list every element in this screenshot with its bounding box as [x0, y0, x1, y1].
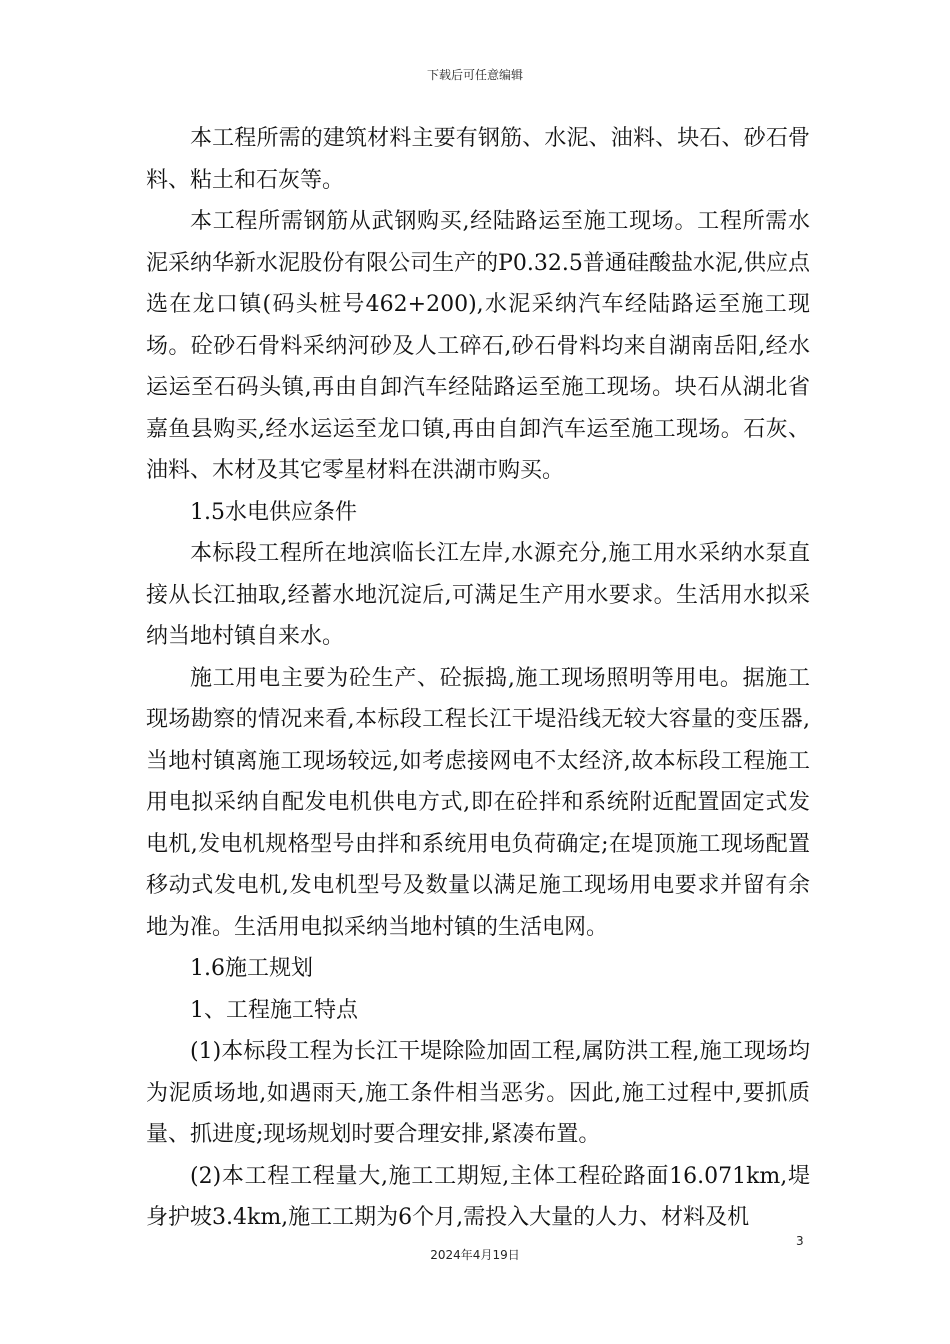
document-body: [146, 118, 810, 1239]
page-header: 下载后可任意编辑: [426, 68, 523, 82]
paragraph: (1)本标段工程为长江干堤除险加固工程,属防洪工程,施工现场均为泥质场地,如遇雨天,施工条件相当恶劣。因此,施工过程中,要抓质量、抓进度;现场规划时要合理安排,紧凑布置。: [146, 1039, 810, 1147]
page-footer-date: 2024年4月19日: [430, 1248, 520, 1262]
page-number: 3: [796, 1234, 804, 1248]
section-heading: 1.5水电供应条件: [190, 499, 357, 525]
paragraph: 本标段工程所在地滨临长江左岸,水源充分,施工用水采纳水泵直接从长江抽取,经蓄水地沉淀后,可满足生产用水要求。生活用水拟采纳当地村镇自来水。: [146, 541, 810, 649]
section-heading: 1.6施工规划: [190, 956, 313, 981]
paragraph: 施工用电主要为砼生产、砼振捣,施工现场照明等用电。据施工现场勘察的情况来看,本标段工程长江干堤沿线无较大容量的变压器,当地村镇离施工现场较远,如考虑接网电不太经济,故本标段工程施工用电拟采纳自配发电机供电方式,即在砼拌和系统附近配置固定式发电机,发电机规格型号由拌和系统用电负荷确定;在堤顶施工现场配置移动式发电机,发电机型号及数量以满足施工现场用电要求并留有余地为准。生活用电拟采纳当地村镇的生活电网。: [146, 665, 810, 940]
subsection-heading: 1、工程施工特点: [190, 997, 358, 1023]
paragraph: 本工程所需钢筋从武钢购买,经陆路运至施工现场。工程所需水泥采纳华新水泥股份有限公司生产的P0.32.5普通硅酸盐水泥,供应点选在龙口镇(码头桩号462+200),水泥采纳汽车经陆路运至施工现场。砼砂石骨料采纳河砂及人工碎石,砂石骨料均来自湖南岳阳,经水运运至石码头镇,再由自卸汽车经陆路运至施工现场。块石从湖北省嘉鱼县购买,经水运运至龙口镇,再由自卸汽车运至施工现场。石灰、油料、木材及其它零星材料在洪湖市购买。: [146, 209, 810, 483]
paragraph: 本工程所需的建筑材料主要有钢筋、水泥、油料、块石、砂石骨料、粘土和石灰等。: [146, 126, 810, 193]
paragraph: (2)本工程工程量大,施工工期短,主体工程砼路面16.071km,堤身护坡3.4km,施工工期为6个月,需投入大量的人力、材料及机: [146, 1163, 810, 1230]
